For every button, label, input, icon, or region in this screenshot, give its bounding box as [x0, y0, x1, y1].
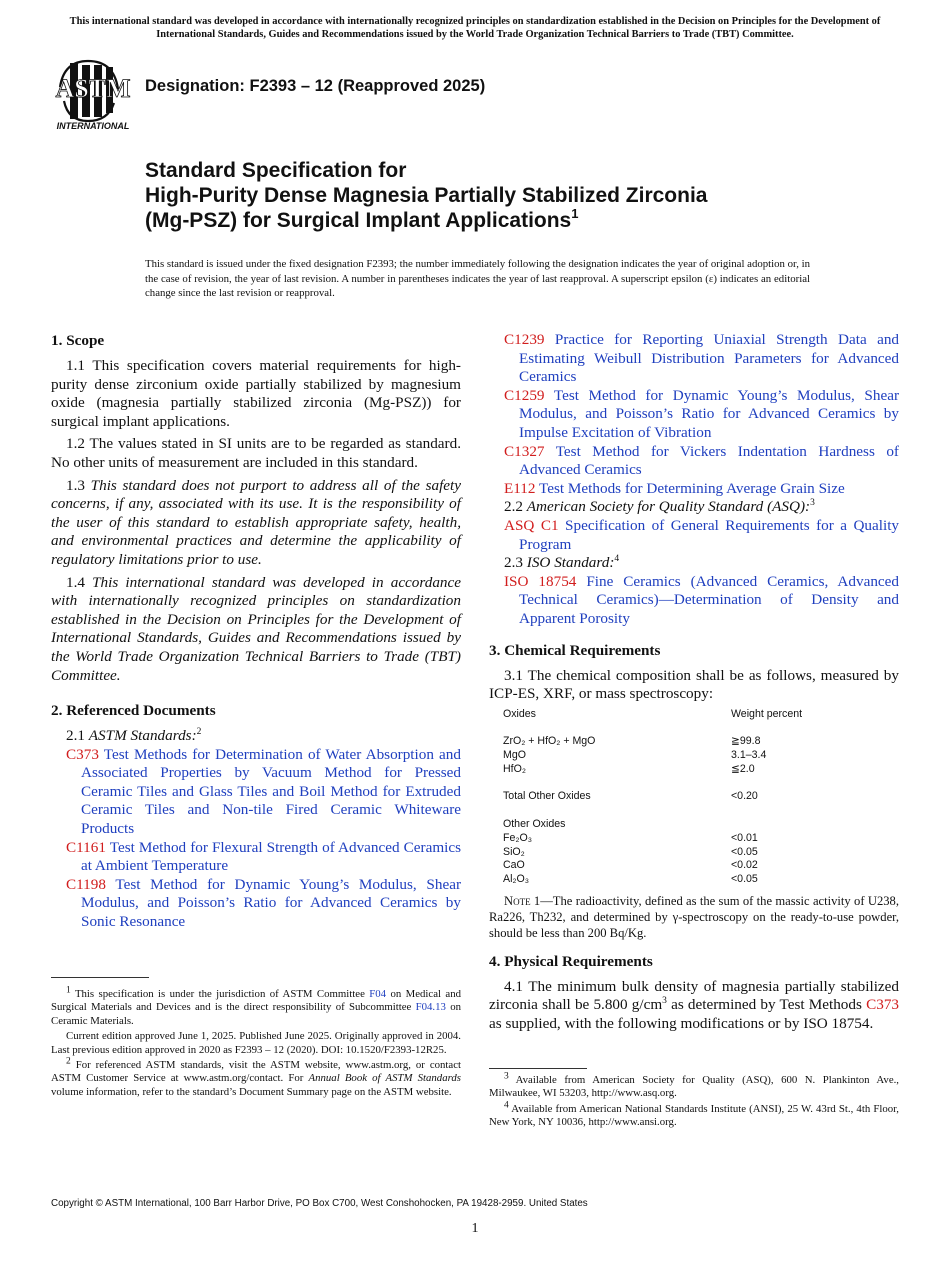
title-line-2: High-Purity Dense Magnesia Partially Stabilized Zirconia: [145, 184, 708, 207]
referenced-heading: 2. Referenced Documents: [51, 702, 216, 720]
footnote-1: $^1$ This specification is under the jurisdiction of ASTM Committee F04 on Medical and Surgical Materials and Devices and is the direct responsibility of Subcommittee F04.13 on Ceramic Materials.: [51, 985, 461, 1027]
reference-asq-c1[interactable]: ASQ C1 Specification of General Requirements for a Quality Program: [504, 516, 900, 553]
table-row: Total Other Oxides <0.20: [503, 790, 758, 803]
footnote-2: $^2$ For referenced ASTM standards, visit the ASTM website, www.astm.org, or contact ASTM Customer Service at www.astm.org/contact. For Annual Book of ASTM Standards volume information, refer to the standard’s Document Summary page on the ASTM website.: [51, 1056, 461, 1098]
table-row: MgO 3.1–3.4: [503, 749, 767, 762]
astm-logo: [52, 55, 134, 131]
page-number: 1: [471, 1221, 479, 1236]
scope-heading: 1. Scope: [51, 332, 105, 349]
table-header-row: Oxides Weight percent: [503, 707, 803, 720]
chemical-heading: 3. Chemical Requirements: [489, 641, 661, 659]
title-line-1: Standard Specification for: [145, 159, 407, 182]
footnote-rule-left: [51, 977, 149, 978]
document-title: [145, 158, 885, 233]
table-row: HfO₂ ≦2.0: [503, 762, 755, 775]
note-1: Note 1—The radioactivity, defined as the sum of the massic activity of U238, Ra226, Th232, and determined by γ-spectroscopy on the ready-to-use powder, should be less than 200 Bq/Kg.: [489, 894, 899, 941]
footnotes-right: [489, 1071, 900, 1132]
svg-text:ASTM: ASTM: [55, 74, 131, 103]
table-row: CaO <0.02: [503, 859, 758, 872]
table-row: SiO₂ <0.05: [503, 845, 758, 858]
reference-e112[interactable]: E112 Test Methods for Determining Average Grain Size: [504, 479, 845, 497]
table-row: ZrO₂ + HfO₂ + MgO ≧99.8: [503, 735, 761, 748]
iso-standard-label: 2.3 ISO Standard:$^4$: [504, 554, 620, 572]
scope-1-4: 1.4 This international standard was developed in accordance with internationally recognized principles on standardization established in the Decision on Principles for the Development of International Standards, Guides and Recommendations issued by the World Trade Organization Technical Barriers to Trade (TBT) Committee.: [51, 573, 462, 684]
physical-heading: 4. Physical Requirements: [489, 952, 653, 970]
reference-c373[interactable]: C373 Test Methods for Determination of Water Absorption and Associated Properties by Vacuum Method for Pressed Ceramic Tiles and Glass Tiles and Boil Method for Extruded Ceramic Tiles and Non-tile Fired Ceramic Whiteware Products: [66, 745, 461, 838]
physical-4-1: 4.1 The minimum bulk density of magnesia partially stabilized zirconia shall be 5.800 $g/cm^3$ as determined by Test Methods C373 as supplied, with the following modifications or by ISO 18754.: [489, 977, 900, 1032]
footnote-1-edition: Current edition approved June 1, 2025. Published June 2025. Originally approved in 2004. Last previous edition approved in 2020 as F2393 – 12 (2020). DOI: 10.1520/F2393-12R25.: [51, 1030, 461, 1056]
link-f04-13[interactable]: F04.13: [415, 1001, 446, 1014]
reference-c1198[interactable]: C1198 Test Method for Dynamic Young’s Modulus, Shear Modulus, and Poisson’s Ratio for Advanced Ceramics by Sonic Resonance: [66, 875, 461, 931]
footnote-4: $^4$ Available from American National Standards Institute (ANSI), 25 W. 43rd St., 4th Floor, New York, NY 10036, http://www.ansi.org.: [489, 1100, 899, 1129]
table-row: Fe₂O₃ <0.01: [503, 831, 758, 844]
scope-1-2: 1.2 The values stated in SI units are to be regarded as standard. No other units of measurement are included in this standard.: [51, 435, 461, 471]
scope-1-1: 1.1 This specification covers material requirements for high-purity dense zirconium oxide partially stabilized by magnesium oxide (magnesia partially stabilized zirconia (Mg-PSZ)) for surgical implant applications.: [51, 357, 461, 430]
chemical-3-1: 3.1 The chemical composition shall be as follows, measured by ICP-ES, XRF, or mass spectroscopy:: [489, 666, 899, 703]
table-row: Al₂O₃ <0.05: [503, 873, 758, 886]
chemical-composition-table: [503, 708, 899, 887]
title-line-3: (Mg-PSZ) for Surgical Implant Applications$^1$: [145, 206, 579, 232]
title-footnote-mark: 1: [571, 206, 579, 221]
top-notice: This international standard was developed in accordance with internationally recognized principles on standardization established in the Decision on Principles for the Development of International Standards, Guides and Recommendations issued by the World Trade Organization Technical Barriers to Trade (TBT) Committee.: [69, 16, 881, 40]
link-c373[interactable]: C373: [866, 996, 900, 1014]
svg-text:INTERNATIONAL: INTERNATIONAL: [56, 121, 130, 131]
right-column: [489, 331, 899, 1037]
preamble: This standard is issued under the fixed designation F2393; the number immediately following the designation indicates the year of original adoption or, in the case of revision, the year of last revision. A number in parentheses indicates the year of last reapproval. A superscript epsilon (ε) indicates an editorial change since the last revision or reapproval.: [145, 258, 810, 300]
table-row: Other Oxides: [503, 818, 566, 831]
scope-1-3: 1.3 This standard does not purport to address all of the safety concerns, if any, associated with its use. It is the responsibility of the user of this standard to establish appropriate safety, health, and environmental practices and determine the applicability of regulatory limitations prior to use.: [51, 476, 462, 568]
left-column: [51, 331, 461, 932]
designation: Designation: F2393 – 12 (Reapproved 2025): [145, 77, 486, 95]
footnote-rule-right: [489, 1068, 587, 1069]
reference-c1259[interactable]: C1259 Test Method for Dynamic Young’s Modulus, Shear Modulus, and Poisson’s Ratio for Advanced Ceramics by Impulse Excitation of Vibration: [504, 386, 899, 441]
astm-standards-label: 2.1 ASTM Standards:$^2$: [66, 727, 202, 745]
reference-c1161[interactable]: C1161 Test Method for Flexural Strength of Advanced Ceramics at Ambient Temperature: [66, 838, 461, 875]
link-f04[interactable]: F04: [369, 988, 387, 1000]
reference-c1327[interactable]: C1327 Test Method for Vickers Indentation Hardness of Advanced Ceramics: [504, 442, 899, 479]
asq-standard-label: 2.2 American Society for Quality Standard (ASQ):$^3$: [504, 498, 815, 516]
footnotes-left: [51, 985, 461, 1101]
footnote-3: $^3$ Available from American Society for Quality (ASQ), 600 N. Plankinton Ave., Milwaukee, WI 53203, http://www.asq.org.: [489, 1071, 900, 1100]
reference-c1239[interactable]: C1239 Practice for Reporting Uniaxial Strength Data and Estimating Weibull Distribution Parameters for Advanced Ceramics: [504, 331, 900, 386]
copyright: Copyright © ASTM International, 100 Barr Harbor Drive, PO Box C700, West Conshohocken, PA 19428-2959. United States: [51, 1198, 588, 1209]
reference-iso-18754[interactable]: ISO 18754 Fine Ceramics (Advanced Ceramics, Advanced Technical Ceramics)—Determination of Density and Apparent Porosity: [504, 572, 899, 627]
